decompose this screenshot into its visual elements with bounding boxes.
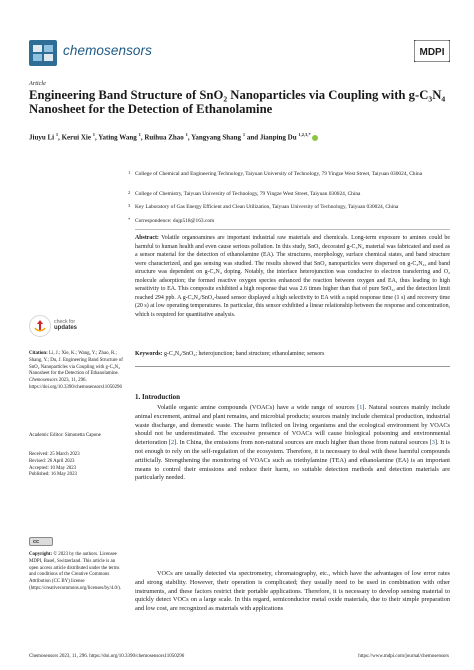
author-name[interactable]: Yating Wang	[98, 133, 137, 142]
affiliation-mark: 1	[128, 170, 131, 175]
citation-text: Li, J.; Xie, K.; Wang, Y.; Zhao, R.; Shang, Y.; Du, J. Engineering Band Structure of SnO₂ Nanoparticles via Coupling with g-C₃N₄ Nanosheet for the Detection of Ethanolamine.	[29, 351, 123, 377]
author-name[interactable]: Jiuyu Li	[29, 133, 55, 142]
check-updates-line1: check for	[54, 319, 76, 325]
orcid-icon[interactable]	[312, 135, 318, 141]
academic-editor: Academic Editor: Simonetta Capone	[29, 433, 101, 438]
citation-label: Citation:	[29, 351, 48, 356]
text-run: Volatile organic amine compounds (VOACs) have a wide range of sources [	[157, 404, 360, 411]
affiliation-mark: 3	[128, 203, 131, 208]
check-updates-text	[54, 319, 77, 331]
intro-paragraph-1	[135, 404, 450, 483]
author-sup: 1	[242, 132, 246, 137]
abstract	[135, 234, 450, 319]
page-footer	[29, 654, 449, 662]
text-run: ]. It is not enough to rely on the self-regulation of the ecosystem. Therefore, it is necessary to deal with these harmful compounds artificially. Strengthening the monitoring of VOACs such as triethylamine (TEA) and ethanolamine (EA) is an important means to control their emissions and reduce their harm, so suitable detection methods and detection materials are particularly needed.	[135, 439, 450, 482]
text-run: ]. In China, the emissions from non-natural sources are much higher than those from natural sources [	[174, 439, 432, 447]
divider	[135, 229, 450, 230]
affiliation-text: College of Chemistry, Taiyuan University of Technology, 79 Yingze West Street, Taiyuan 030024, China	[135, 191, 361, 197]
author-name[interactable]: Kerui Xie	[61, 133, 91, 142]
check-updates-icon	[29, 315, 51, 337]
affiliation	[128, 203, 455, 211]
copyright-text: © 2023 by the authors. Licensee MDPI, Basel, Switzerland. This article is an open access article distributed under the terms and conditions of the Creative Commons Attribution (CC BY) license (https://creativecommons.org/licenses/by/4.0/).	[29, 552, 122, 591]
affiliation-text: Key Laboratory of Gas Energy Efficient and Clean Utilization, Taiyuan University of Technology, Taiyuan 030024, China	[135, 204, 399, 210]
dates-block	[29, 452, 124, 479]
author-sup: 1	[92, 132, 95, 137]
mdpi-logo-icon[interactable]	[414, 40, 450, 62]
author-name[interactable]: Yangyang Shang	[191, 133, 242, 142]
published-date: Published: 16 May 2023	[29, 472, 77, 478]
abstract-text: Volatile organoamines are important industrial raw materials and chemicals. Long-term exposure to amines could be harmful to human health and even cause serious pollution. In this study, SnO₂ decorated g-C₃N₄ material was fabricated and used as a sensor material for the detection of ethanolamine (EA). The structures, morphology, surface chemical states, and band structure were characterized, and gas sensing was studied. The results showed that SnO₂ nanoparticles were dispersed on g-C₃N₄, and band structure was dependent on g-C₃N₄ doping. Notably, the interface heterojunction was conducive to electron transferring and O₂ molecule adsorption; the formed reactive oxygen species enhanced the reaction between oxygen and EA, thus leading to high sensitivity to EA. This composite exhibited a high response that was 2.6 times higher than that of pure SnO₂, and the detection limit reached 294 ppb. A g-C₃N₄/SnO₂-based sensor displayed a high selectivity to EA with a rapid response time (1 s) and recovery time (20 s) at low operating temperatures. In particular, this sensor exhibited a linear relationship between the response and concentration, which is required for quantitative analysis.	[135, 235, 450, 318]
intro-paragraph-2: VOCs are usually detected via spectrometry, chromatography, etc., which have the advantages of low error rates and strong stability. However, their operation is complicated; they usually need to be used in combination with other instruments, and these factors restrict their portable applications. Therefore, it is necessary to develop sensing material to quickly detect VOCs on a large scale. In this regard, semiconductor metal oxide materials, due to their simple preparation and low cost, are recognized as materials with applications	[135, 570, 450, 613]
article-title: Engineering Band Structure of SnO₂ Nanoparticles via Coupling with g-C₃N₄ Nanosheet for the Detection of Ethanolamine	[29, 88, 446, 116]
divider	[135, 366, 450, 367]
author-name[interactable]: Ruihua Zhao	[144, 133, 184, 142]
journal-logo-icon	[29, 40, 57, 66]
affiliation	[128, 190, 455, 198]
correspondence-email[interactable]: Correspondence: dujp518@163.com	[135, 218, 215, 224]
keywords-label: Keywords:	[135, 351, 163, 357]
section-heading: 1. Introduction	[135, 393, 180, 401]
citation-link[interactable]: 3	[431, 439, 435, 447]
author-sup: 1	[55, 132, 59, 137]
affiliation-mark: 2	[128, 190, 131, 195]
revised-date: Revised: 26 April 2023	[29, 458, 75, 464]
check-updates-line2: updates	[54, 325, 78, 331]
mdpi-logo-text: MDPI	[419, 47, 445, 58]
author-name[interactable]: Jianping Du	[259, 133, 297, 142]
copyright-label: Copyright:	[29, 552, 53, 557]
text-run: ]. Natural sources mainly include animal excrement, animal and plant remains, and microbial products; sources mainly include chemical production, industrial waste discharge, and domestic waste. The harm inflicted on living organisms and the ecological environment by VOACs should not be underestimated. The excessive presence of VOACs will cause biological poisoning and environmental deterioration [	[135, 404, 450, 447]
received-date: Received: 25 March 2023	[29, 452, 80, 457]
accepted-date: Accepted: 10 May 2023	[29, 465, 77, 471]
keywords-text: g-C₃N₄/SnO₂; heterojunction; band structure; ethanolamine; sensors	[163, 351, 325, 357]
citation-link[interactable]: 2	[170, 439, 175, 447]
check-for-updates[interactable]	[29, 315, 109, 339]
cc-badge-text: cc	[33, 539, 40, 545]
affiliation-text: College of Chemical and Engineering Technology, Taiyuan University of Technology, 79 Yingze West Street, Taiyuan 030024, China	[135, 171, 423, 177]
footer-journal-url[interactable]: https://www.mdpi.com/journal/chemosensors	[358, 654, 449, 659]
citation-block	[29, 351, 124, 392]
author-list: Jiuyu Li $^1$, Kerui Xie $^1$, Yating Wang $^1$, Ruihua Zhao $^1$, Yangyang Shang $^1$ and Jianping Du $^{1,2,3,*}$	[29, 132, 449, 141]
citation-doi[interactable]: 2023, 11, 296. https://doi.org/10.3390/chemosensors11050296	[29, 378, 122, 390]
footer-citation[interactable]: Chemosensors 2023, 11, 296. https://doi.org/10.3390/chemosensors11050296	[29, 654, 185, 659]
author-sup: 1	[138, 132, 141, 137]
author-sup: 1	[185, 132, 188, 137]
citation-link[interactable]: 1	[359, 404, 363, 411]
affiliation	[128, 217, 455, 225]
journal-header	[29, 40, 449, 70]
keywords	[135, 351, 450, 357]
affiliation	[128, 170, 455, 178]
affiliation-mark: *	[128, 217, 131, 222]
cc-license-icon[interactable]	[29, 537, 53, 546]
abstract-label: Abstract:	[135, 235, 159, 241]
article-type: Article	[29, 80, 46, 87]
journal-name[interactable]: chemosensors	[63, 43, 152, 58]
citation-journal: Chemosensors	[29, 378, 58, 384]
author-sup: 1,2,3,*	[298, 132, 311, 137]
copyright-block	[29, 552, 124, 593]
